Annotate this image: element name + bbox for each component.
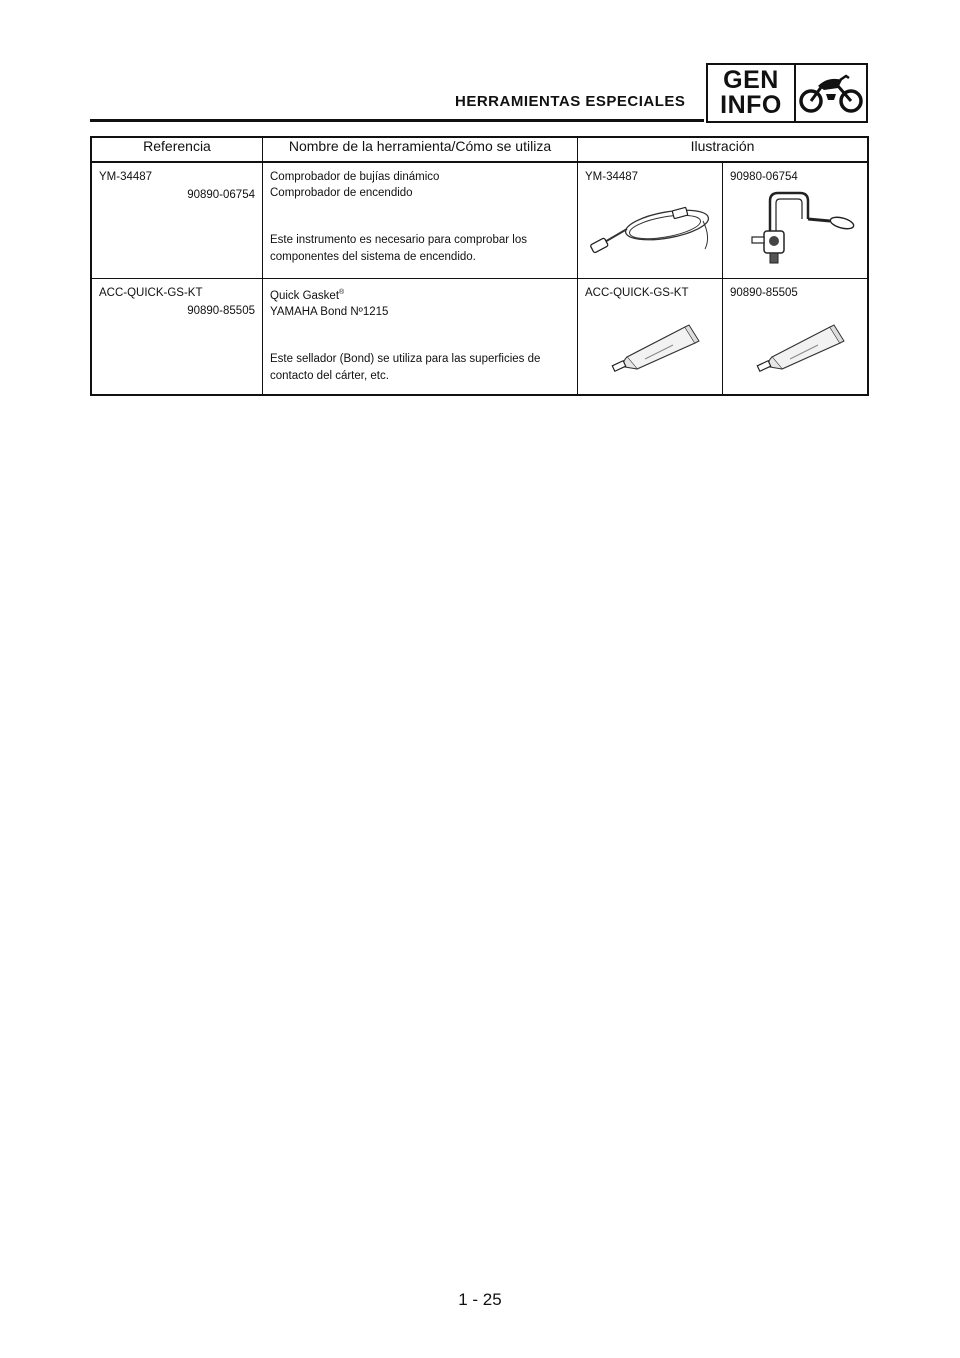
illustration-code: 90980-06754 [730,171,798,183]
column-header-tool-name: Nombre de la herramienta/Cómo se utiliza [263,137,578,162]
illustration-cell [578,162,723,279]
tool-name [270,285,570,304]
badge-line-info: INFO [720,91,782,119]
illustration-cell [723,162,869,279]
reference-cell [91,162,263,279]
ignition-checker-icon [730,191,860,271]
badge-text [708,65,796,121]
tool-purpose: Este instrumento es necesario para comprobar los componentes del sistema de encendido. [270,234,527,263]
special-tools-table [90,136,869,396]
reference-part-number: 90890-85505 [187,305,255,317]
sealant-tube-icon [730,307,860,377]
page-number: 1 - 25 [458,1290,502,1309]
tool-name: Comprobador de bujías dinámico [270,171,440,183]
motorcycle-icon [796,65,866,121]
header-rule [90,119,704,122]
table-row [91,162,868,279]
tool-name-cell [263,279,578,396]
tool-name-text: Quick Gasket [270,289,340,302]
table-header-row [91,137,868,162]
gen-info-badge [706,63,868,123]
sealant-tube-icon [585,307,715,377]
illustration-cell [578,279,723,396]
illustration-code: YM-34487 [585,171,639,183]
ignition-tester-cable-icon [585,191,715,261]
section-title: HERRAMIENTAS ESPECIALES [455,93,686,110]
column-header-illustration: Ilustración [578,137,869,162]
column-header-reference: Referencia [91,137,263,162]
tool-purpose: Este sellador (Bond) se utiliza para las superficies de contacto del cárter, etc. [270,352,541,382]
registered-mark: ® [339,289,345,296]
reference-cell [91,279,263,396]
tool-name-alt: YAMAHA Bond Nº1215 [270,305,389,318]
reference-code: YM-34487 [99,171,153,183]
illustration-code: ACC-QUICK-GS-KT [585,287,689,299]
tool-name-alt: Comprobador de encendido [270,187,413,199]
illustration-code: 90890-85505 [730,287,798,299]
badge-line-gen: GEN [723,66,779,94]
table-row [91,279,868,396]
reference-part-number: 90890-06754 [187,189,255,201]
illustration-cell [723,279,869,396]
reference-code: ACC-QUICK-GS-KT [99,287,203,299]
tool-name-cell [263,162,578,279]
